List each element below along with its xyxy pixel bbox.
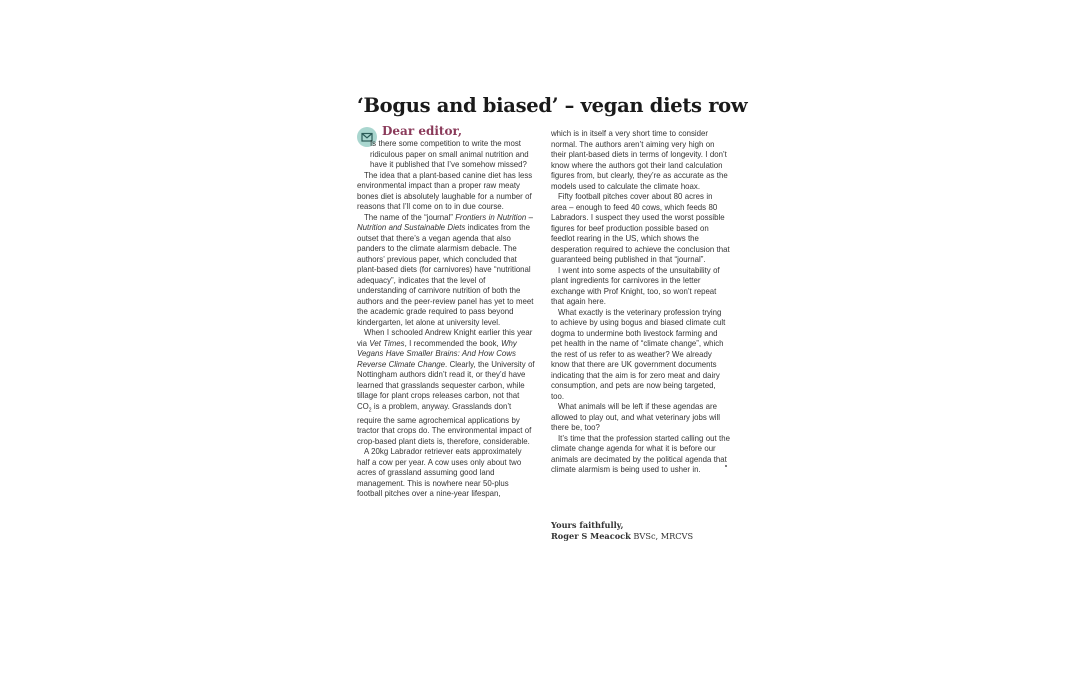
paragraph: which is in itself a very short time to consider normal. The authors aren’t aiming very high on their plant-based diets in terms of longevity. I don’t know where the authors got their land calculation figures from, but clearly, they’re as accurate as the models used to calculate the climate hoax. (551, 129, 728, 191)
salutation: Dear editor, (382, 124, 463, 138)
page-title: ‘Bogus and biased’ – vegan diets row (357, 94, 748, 117)
author: Roger S Meacock BVSc, MRCVS (551, 531, 694, 541)
stray-mark (725, 465, 727, 467)
signature-block (551, 520, 693, 542)
paragraph: The name of the “journal” Frontiers in Nutrition – Nutrition and Sustainable Diets indicates from the outset that there’s a vegan agenda that also panders to the climate alarmism debacle. The authors’ previous paper, which concluded that plant-based diets (for carnivores) have “nutritional adequacy”, indicates that the level of understanding of carnivore nutrition of both the authors and the peer-review panel has yet to meet the academic grade required to pass beyond kindergarten, let alone at university level. (357, 212, 534, 327)
paragraph: The idea that a plant-based canine diet has less environmental impact than a proper raw meaty bones diet is absolutely laughable for a number of reasons that I’ll come on to in due course. (357, 170, 533, 211)
paragraph: I went into some aspects of the unsuitability of plant ingredients for carnivores in the letter exchange with Prof Knight, too, so won’t repeat that again here. (551, 265, 720, 306)
column-right (551, 129, 730, 476)
column-left (357, 139, 535, 500)
closing: Yours faithfully, (551, 520, 624, 530)
paragraph: When I schooled Andrew Knight earlier this year via Vet Times, I recommended the book, Why Vegans Have Smaller Brains: And How Cows Reverse Climate Change. Clearly, the University of Nottingham authors didn’t read it, or they’d have learned that grasslands sequester carbon, while tillage for plant crops releases carbon, not that $CO_2$ is a problem, anyway. Grasslands don’t require the same agrochemical applications by tractor that crops do. The environmental impact of crop-based plant diets is, therefore, considerable. (357, 328, 535, 446)
paragraph: It’s time that the profession started calling out the climate change agenda for what it is before our animals are decimated by the political agenda that climate alarmism is being used to usher in. (551, 433, 730, 474)
paragraph: Is there some competition to write the most ridiculous paper on small animal nutrition and have it published that I’ve somehow missed? (370, 139, 529, 169)
paragraph: Fifty football pitches cover about 80 acres in area – enough to feed 40 cows, which feeds 80 Labradors. I suspect they used the worst possible figures for beef production possible based on feedlot rearing in the US, which shows the desperation required to achieve the conclusion that guaranteed being published in that “journal”. (551, 192, 730, 264)
paragraph: What exactly is the veterinary profession trying to achieve by using bogus and biased climate cult dogma to undermine both livestock farming and pet health in the name of “climate change”, which the rest of us refer to as weather? We already know that there are UK government documents indicating that the aim is for zero meat and dairy consumption, and pets are now being targeted, too. (551, 307, 726, 401)
paragraph: What animals will be left if these agendas are allowed to play out, and what veterinary jobs will there be, too? (551, 402, 721, 432)
paragraph: A 20kg Labrador retriever eats approximately half a cow per year. A cow uses only about two acres of grassland assuming good land management. This is nowhere near 50-plus football pitches over a nine-year lifespan, (357, 447, 522, 499)
